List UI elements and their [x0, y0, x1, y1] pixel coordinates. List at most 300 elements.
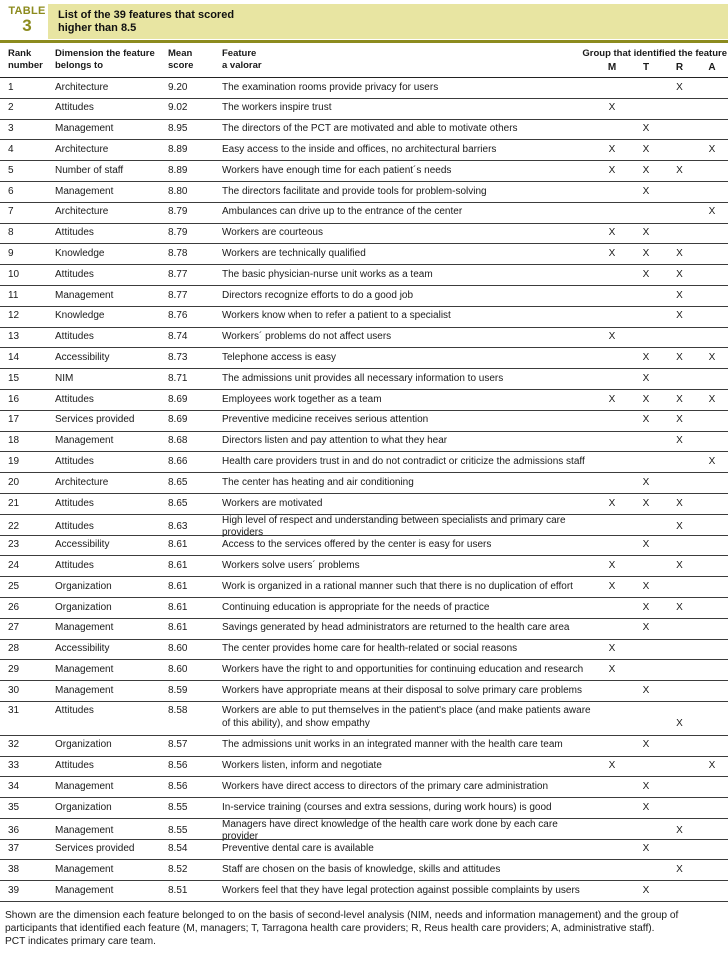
table-row	[0, 640, 728, 661]
feature-cell	[222, 802, 595, 814]
mean-score-cell: 8.79	[168, 206, 188, 218]
mean-score-cell: 8.61	[168, 580, 188, 592]
dimension-cell: Knowledge	[55, 248, 105, 260]
mean-score-cell: 8.60	[168, 664, 188, 675]
group-mark-a: X	[708, 393, 716, 405]
rank-number-cell: 21	[8, 497, 20, 509]
feature-cell	[222, 739, 595, 751]
table-row	[0, 244, 728, 265]
column-header-rank-line2: number	[8, 59, 43, 71]
mean-score-cell: 8.71	[168, 372, 188, 384]
mean-score-cell: 8.89	[168, 144, 188, 156]
group-mark-m: X	[608, 393, 616, 405]
rank-number-cell: 4	[8, 144, 14, 156]
table-row	[0, 99, 728, 120]
feature-cell	[222, 539, 595, 551]
group-mark-t: X	[642, 476, 650, 488]
feature-text: Easy access to the inside and offices, no architectural barriers	[222, 144, 497, 156]
dimension-cell: Management	[55, 780, 114, 792]
mean-score-cell: 8.54	[168, 843, 188, 855]
feature-text: The basic physician-nurse unit works as a team	[222, 268, 433, 280]
feature-text: Savings generated by head administrators are returned to the health care area	[222, 622, 570, 634]
column-header-mean	[168, 42, 222, 77]
mean-score-cell: 8.56	[168, 760, 188, 772]
mean-score-cell: 8.51	[168, 884, 188, 896]
mean-score-cell: 8.79	[168, 227, 188, 239]
feature-cell	[222, 643, 595, 655]
group-mark-t: X	[642, 352, 650, 364]
mean-score-cell: 8.56	[168, 780, 188, 792]
table-row	[0, 328, 728, 349]
dimension-cell: Management	[55, 622, 114, 634]
table-tag	[8, 5, 46, 34]
feature-cell	[222, 477, 595, 489]
group-mark-r: X	[676, 268, 683, 280]
feature-cell	[222, 82, 595, 94]
feature-cell	[222, 102, 595, 114]
group-mark-m: X	[608, 664, 616, 675]
group-mark-t: X	[642, 414, 650, 426]
dimension-cell: Number of staff	[55, 164, 124, 176]
group-mark-m: X	[608, 497, 616, 509]
table-row	[0, 120, 728, 141]
table-row	[0, 161, 728, 182]
group-mark-a: X	[708, 144, 716, 156]
rank-number-cell: 12	[8, 310, 20, 322]
feature-cell	[222, 702, 595, 730]
feature-text: Preventive dental care is available	[222, 843, 374, 855]
feature-cell	[222, 373, 595, 385]
feature-text: In-service training (courses and extra sessions, during work hours) is good	[222, 801, 552, 813]
table-row	[0, 473, 728, 494]
table-row	[0, 494, 728, 515]
table-masthead	[0, 0, 728, 42]
mean-score-cell: 8.55	[168, 801, 188, 813]
group-mark-t: X	[642, 372, 650, 384]
group-mark-t: X	[642, 601, 650, 613]
group-mark-t: X	[642, 185, 650, 197]
feature-text: Workers are courteous	[222, 227, 323, 239]
table-tag-label: TABLE	[8, 5, 46, 17]
rank-number-cell: 28	[8, 643, 20, 655]
mean-score-cell: 8.65	[168, 476, 188, 488]
feature-cell	[222, 186, 595, 198]
column-header-group-a: A	[708, 62, 716, 73]
feature-cell	[222, 515, 595, 540]
table-row	[0, 348, 728, 369]
feature-text: Access to the services offered by the center is easy for users	[222, 539, 492, 551]
group-mark-r: X	[676, 435, 683, 447]
mean-score-cell: 8.61	[168, 539, 188, 551]
mean-score-cell: 8.77	[168, 289, 188, 301]
column-header-group-m: M	[607, 62, 617, 73]
table-title-line1: List of the 39 features that scored	[58, 8, 235, 21]
mean-score-cell: 8.61	[168, 601, 188, 613]
feature-cell	[222, 843, 595, 855]
group-mark-m: X	[608, 560, 616, 572]
dimension-cell: Attitudes	[55, 268, 94, 280]
group-mark-r: X	[676, 352, 683, 364]
group-mark-m: X	[608, 164, 616, 176]
mean-score-cell: 8.65	[168, 497, 188, 509]
column-header-dimension-line1: Dimension the feature	[55, 48, 155, 59]
table-row	[0, 660, 728, 681]
feature-text: High level of respect and understanding between specialists and primary care providers	[222, 514, 566, 539]
feature-cell	[222, 352, 595, 364]
feature-text: The admissions unit provides all necessary information to users	[222, 372, 504, 384]
feature-text: The center has heating and air conditioning	[222, 476, 414, 488]
rank-number-cell: 5	[8, 164, 14, 176]
dimension-cell: Attitudes	[55, 456, 94, 468]
column-header-feature	[222, 42, 595, 77]
feature-text: Telephone access is easy	[222, 352, 336, 364]
footnote-line2: PCT indicates primary care team.	[5, 936, 156, 948]
rank-number-cell: 27	[8, 622, 20, 634]
table-row	[0, 556, 728, 577]
table-row	[0, 369, 728, 390]
feature-cell	[222, 394, 595, 406]
dimension-cell: Architecture	[55, 476, 109, 488]
feature-text: Workers have enough time for each patient´s needs	[222, 164, 452, 176]
dimension-cell: Attitudes	[55, 227, 94, 239]
table-row	[0, 411, 728, 432]
dimension-cell: Management	[55, 123, 114, 135]
group-mark-t: X	[642, 497, 650, 509]
feature-text: Workers listen, inform and negotiate	[222, 760, 382, 772]
feature-text: Workers solve users´ problems	[222, 560, 360, 572]
dimension-cell: Attitudes	[55, 560, 94, 572]
feature-text: Preventive medicine receives serious attention	[222, 414, 429, 426]
group-mark-r: X	[676, 601, 683, 613]
rank-number-cell: 7	[8, 206, 14, 218]
group-mark-a: X	[708, 352, 716, 364]
column-header-mean-line1: Mean	[168, 48, 193, 59]
group-mark-t: X	[642, 884, 650, 896]
group-mark-m: X	[608, 760, 616, 772]
rank-number-cell: 38	[8, 864, 20, 876]
group-mark-r: X	[676, 164, 683, 176]
dimension-cell: Management	[55, 684, 114, 696]
column-header-group-t: T	[642, 62, 650, 73]
group-mark-t: X	[642, 144, 650, 156]
mean-score-cell: 8.74	[168, 331, 188, 343]
table-row	[0, 286, 728, 307]
rank-number-cell: 3	[8, 123, 14, 135]
dimension-cell: Management	[55, 884, 114, 896]
mean-score-cell: 8.95	[168, 123, 188, 135]
feature-text: Continuing education is appropriate for the needs of practice	[222, 601, 490, 613]
group-mark-r: X	[676, 520, 683, 532]
group-mark-r: X	[676, 717, 683, 729]
dimension-cell: Attitudes	[55, 393, 94, 405]
table-row	[0, 536, 728, 557]
group-mark-r: X	[676, 310, 683, 322]
group-mark-m: X	[608, 102, 616, 114]
group-mark-m: X	[608, 331, 616, 343]
mean-score-cell: 8.69	[168, 393, 188, 405]
rank-number-cell: 9	[8, 248, 14, 260]
dimension-cell: Management	[55, 864, 114, 876]
rank-number-cell: 22	[8, 520, 20, 532]
rank-number-cell: 33	[8, 760, 20, 772]
table-row	[0, 78, 728, 99]
rank-number-cell: 20	[8, 476, 20, 488]
group-mark-m: X	[608, 144, 616, 156]
mean-score-cell: 8.80	[168, 185, 188, 197]
feature-text: Workers´ problems do not affect users	[222, 331, 392, 343]
feature-cell	[222, 781, 595, 793]
rank-number-cell: 39	[8, 884, 20, 896]
feature-text: Workers are technically qualified	[222, 248, 366, 260]
feature-text: The center provides home care for health-related or social reasons	[222, 643, 518, 655]
feature-cell	[222, 206, 595, 218]
footnote-line1: Shown are the dimension each feature belonged to on the basis of second-level analysis (NIM, needs and information management) and the group of participants that identified each feature (M, managers; T, Tarragona health care providers; R, Reus health care providers; A, administrative staff).	[5, 910, 679, 935]
rank-number-cell: 25	[8, 580, 20, 592]
group-mark-r: X	[676, 289, 683, 301]
column-header-group-r: R	[675, 62, 684, 73]
table-row	[0, 881, 728, 902]
dimension-cell: Management	[55, 435, 114, 447]
dimension-cell: Management	[55, 185, 114, 197]
group-mark-t: X	[642, 780, 650, 792]
feature-cell	[222, 227, 595, 239]
group-mark-t: X	[642, 622, 650, 634]
feature-text: Workers have appropriate means at their disposal to solve primary care problems	[222, 684, 582, 696]
mean-score-cell: 8.58	[168, 705, 188, 717]
feature-cell	[222, 123, 595, 135]
group-mark-t: X	[642, 801, 650, 813]
mean-score-cell: 8.76	[168, 310, 188, 322]
feature-cell	[222, 581, 595, 593]
dimension-cell: Knowledge	[55, 310, 105, 322]
group-mark-t: X	[642, 268, 650, 280]
feature-text: Ambulances can drive up to the entrance of the center	[222, 206, 463, 218]
feature-cell	[222, 819, 595, 844]
feature-text: The directors of the PCT are motivated and able to motivate others	[222, 123, 518, 135]
table-row	[0, 619, 728, 640]
table-tag-number: 3	[22, 16, 32, 35]
group-mark-r: X	[676, 825, 683, 837]
feature-text: Workers feel that they have legal protection against possible complaints by users	[222, 884, 580, 896]
table-row	[0, 182, 728, 203]
group-mark-m: X	[608, 643, 616, 655]
table-row	[0, 736, 728, 757]
column-header-feature-line2: a valorar	[222, 59, 262, 71]
rank-number-cell: 34	[8, 780, 20, 792]
feature-cell	[222, 622, 595, 634]
rank-number-cell: 24	[8, 560, 20, 572]
feature-cell	[222, 331, 595, 343]
rank-number-cell: 31	[8, 705, 20, 717]
table-row	[0, 432, 728, 453]
dimension-cell: Architecture	[55, 144, 109, 156]
dimension-cell: Attitudes	[55, 102, 94, 114]
rank-number-cell: 32	[8, 739, 20, 751]
table-row	[0, 818, 728, 843]
mean-score-cell: 8.89	[168, 164, 188, 176]
dimension-cell: Attitudes	[55, 520, 94, 532]
feature-cell	[222, 456, 595, 468]
table-row	[0, 681, 728, 702]
table-row	[0, 598, 728, 619]
group-mark-m: X	[608, 580, 616, 592]
feature-cell	[222, 290, 595, 302]
dimension-cell: Organization	[55, 739, 112, 751]
mean-score-cell: 8.69	[168, 414, 188, 426]
rank-number-cell: 10	[8, 268, 20, 280]
dimension-cell: Accessibility	[55, 539, 110, 551]
feature-cell	[222, 269, 595, 281]
table-row	[0, 777, 728, 798]
dimension-cell: Services provided	[55, 843, 135, 855]
dimension-cell: Organization	[55, 801, 112, 813]
feature-cell	[222, 864, 595, 876]
rank-number-cell: 15	[8, 372, 20, 384]
table-row	[0, 452, 728, 473]
feature-cell	[222, 602, 595, 614]
rank-number-cell: 30	[8, 684, 20, 696]
column-header-rank	[8, 42, 55, 77]
mean-score-cell: 8.73	[168, 352, 188, 364]
rank-number-cell: 16	[8, 393, 20, 405]
table-footnote	[0, 902, 728, 948]
rank-number-cell: 36	[8, 825, 20, 837]
feature-cell	[222, 414, 595, 426]
rank-number-cell: 8	[8, 227, 14, 239]
group-mark-t: X	[642, 539, 650, 551]
table-row	[0, 224, 728, 245]
feature-cell	[222, 560, 595, 572]
table-row	[0, 702, 728, 736]
group-mark-t: X	[642, 248, 650, 260]
feature-cell	[222, 144, 595, 156]
group-mark-t: X	[642, 227, 650, 239]
table-row	[0, 757, 728, 778]
dimension-cell: NIM	[55, 372, 74, 384]
dimension-cell: Management	[55, 289, 114, 301]
column-header-dimension-line2: belongs to	[55, 59, 104, 71]
group-mark-t: X	[642, 739, 650, 751]
feature-text: Staff are chosen on the basis of knowledge, skills and attitudes	[222, 864, 501, 876]
table-title-line2: higher than 8.5	[58, 21, 137, 34]
group-mark-t: X	[642, 123, 650, 135]
group-mark-a: X	[708, 206, 716, 218]
group-mark-a	[696, 730, 728, 735]
rank-number-cell: 6	[8, 185, 14, 197]
feature-text: The workers inspire trust	[222, 102, 332, 114]
group-mark-r: X	[676, 393, 683, 405]
group-mark-t: X	[642, 843, 650, 855]
feature-text: The admissions unit works in an integrated manner with the health care team	[222, 739, 563, 751]
rank-number-cell: 19	[8, 456, 20, 468]
group-mark-t: X	[642, 164, 650, 176]
dimension-cell: Accessibility	[55, 643, 110, 655]
feature-text: The directors facilitate and provide tools for problem-solving	[222, 185, 487, 197]
table-row	[0, 840, 728, 861]
group-mark-a: X	[708, 456, 716, 468]
feature-cell	[222, 165, 595, 177]
column-header-feature-line1: Feature	[222, 48, 257, 59]
mean-score-cell: 8.66	[168, 456, 188, 468]
dimension-cell: Management	[55, 664, 114, 675]
table-row	[0, 203, 728, 224]
table-row	[0, 265, 728, 286]
group-mark-r: X	[676, 497, 683, 509]
feature-text: Employees work together as a team	[222, 393, 382, 405]
feature-cell	[222, 310, 595, 322]
feature-text: Workers know when to refer a patient to a specialist	[222, 310, 451, 322]
feature-text: Work is organized in a rational manner such that there is no duplication of effort	[222, 580, 573, 592]
rank-number-cell: 13	[8, 331, 20, 343]
group-mark-r: X	[676, 864, 683, 876]
dimension-cell: Services provided	[55, 414, 135, 426]
rank-number-cell: 2	[8, 102, 14, 114]
table-title-strip	[48, 4, 728, 39]
group-mark-m	[595, 730, 629, 735]
group-mark-m: X	[608, 248, 616, 260]
dimension-cell: Accessibility	[55, 352, 110, 364]
table-row	[0, 798, 728, 819]
rank-number-cell: 26	[8, 601, 20, 613]
rank-number-cell: 17	[8, 414, 20, 426]
group-mark-t: X	[642, 393, 650, 405]
feature-cell	[222, 498, 595, 510]
dimension-cell: Organization	[55, 580, 112, 592]
feature-cell	[222, 435, 595, 447]
group-mark-m: X	[608, 227, 616, 239]
column-header-row	[0, 42, 728, 78]
dimension-cell: Attitudes	[55, 497, 94, 509]
mean-score-cell: 9.02	[168, 102, 188, 114]
dimension-cell: Attitudes	[55, 760, 94, 772]
feature-cell	[222, 248, 595, 260]
column-header-dimension	[55, 42, 168, 77]
group-mark-r: X	[676, 248, 683, 260]
rank-number-cell: 35	[8, 801, 20, 813]
group-mark-t: X	[642, 580, 650, 592]
mean-score-cell: 8.63	[168, 520, 188, 532]
table-row	[0, 140, 728, 161]
group-mark-t	[629, 730, 663, 735]
mean-score-cell: 8.55	[168, 825, 188, 837]
table-row	[0, 577, 728, 598]
rank-number-cell: 1	[8, 81, 14, 93]
feature-text: Workers are able to put themselves in the patient's place (and make patients aware	[222, 705, 591, 717]
rank-number-cell: 29	[8, 664, 20, 675]
mean-score-cell: 8.77	[168, 268, 188, 280]
mean-score-cell: 8.59	[168, 684, 188, 696]
group-mark-r: X	[676, 81, 683, 93]
column-header-group-label: Group that identified the feature	[582, 48, 727, 59]
rank-number-cell: 14	[8, 352, 20, 364]
dimension-cell: Architecture	[55, 81, 109, 93]
feature-cell	[222, 885, 595, 897]
group-mark-r: X	[676, 414, 683, 426]
group-mark-r: X	[676, 560, 683, 572]
column-header-rank-line1: Rank	[8, 48, 32, 59]
dimension-cell: Attitudes	[55, 705, 94, 717]
feature-text: Workers have the right to and opportunities for continuing education and research	[222, 664, 584, 675]
feature-cell	[222, 760, 595, 772]
group-mark-a: X	[708, 760, 716, 772]
table-row	[0, 514, 728, 539]
feature-text: Health care providers trust in and do not contradict or criticize the admissions staff	[222, 456, 585, 468]
feature-text: Managers have direct knowledge of the health care work done by each care provider	[222, 818, 558, 843]
feature-text: The examination rooms provide privacy for users	[222, 81, 439, 93]
rank-number-cell: 18	[8, 435, 20, 447]
group-mark-t: X	[642, 684, 650, 696]
feature-text: Workers have direct access to directors of the primary care administration	[222, 780, 549, 792]
